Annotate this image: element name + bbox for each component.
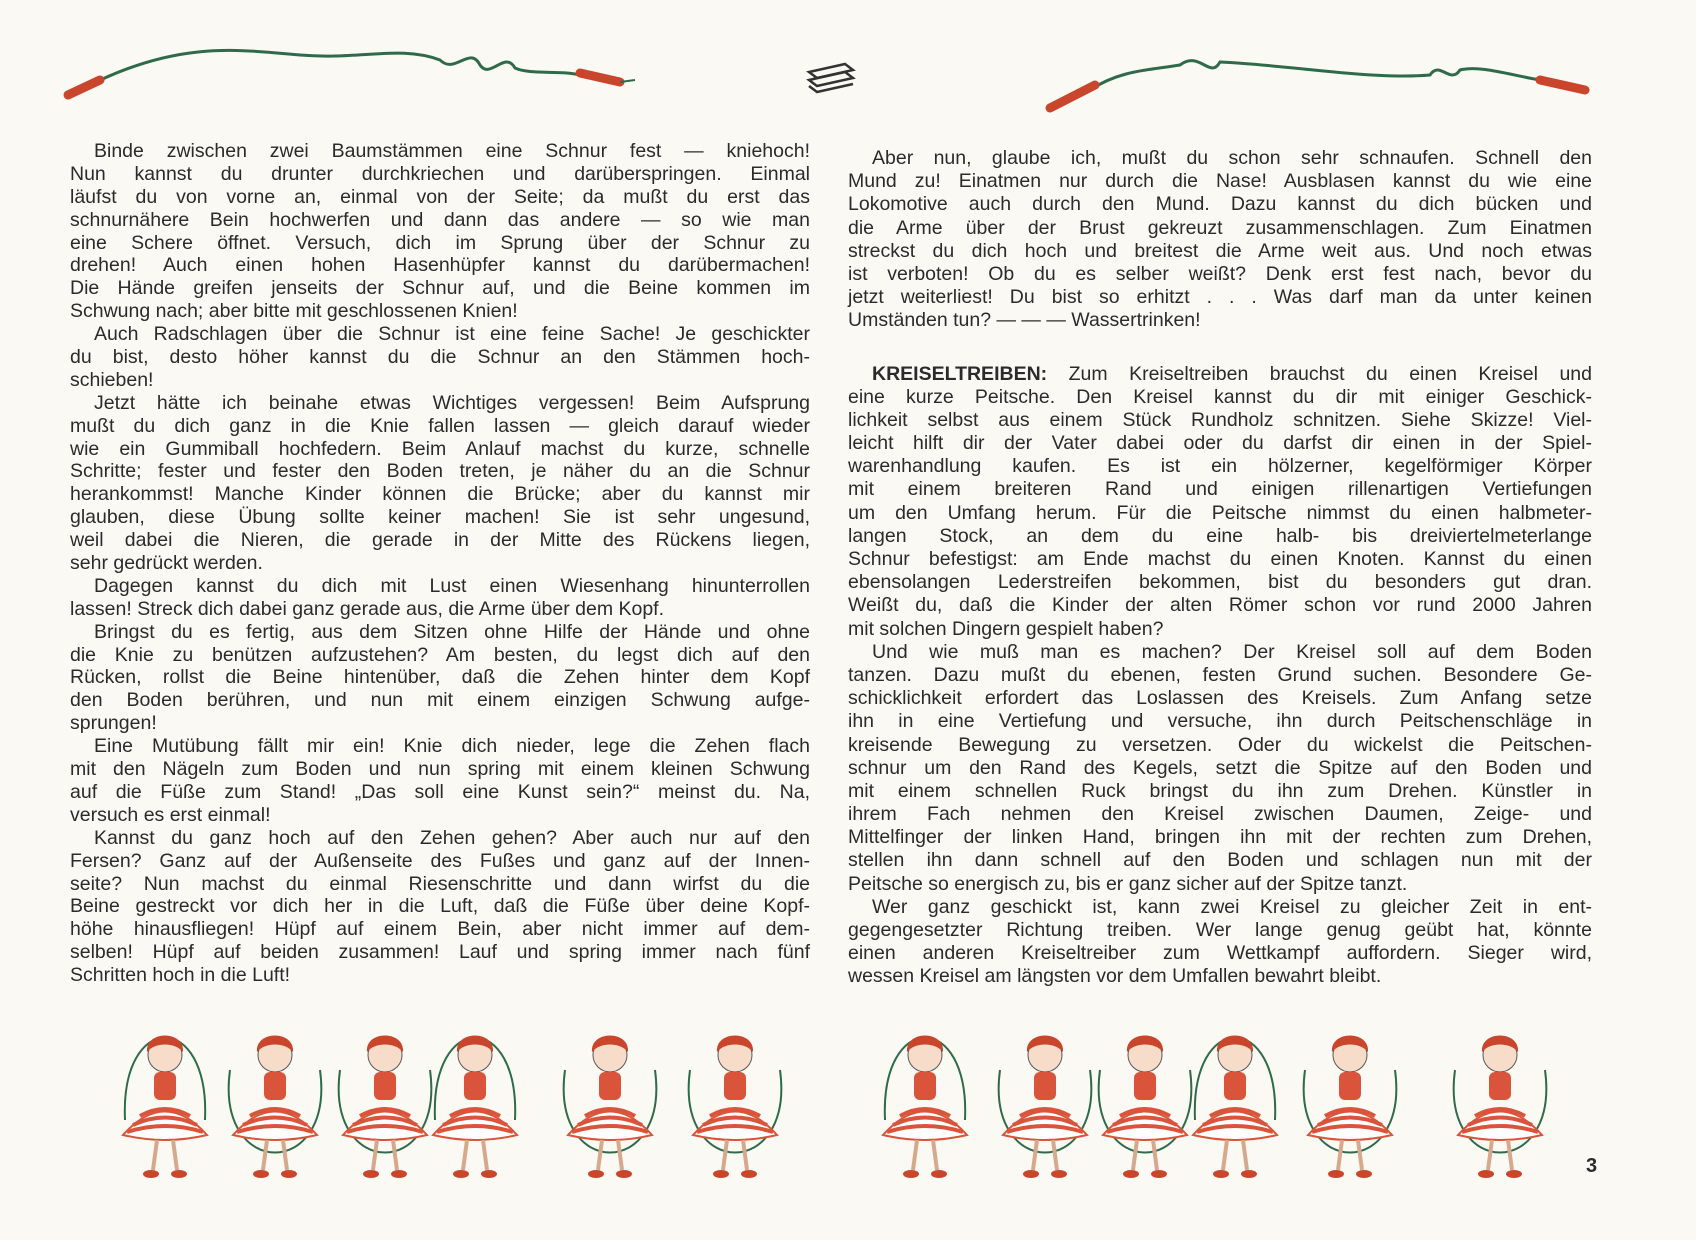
text-line: drehen! Auch einen hohen Hasenhüpfer kannst du darübermachen! [70,254,810,277]
text-line: kreisende Bewegung zu versetzen. Oder du wickelst die Peitschen- [848,733,1592,756]
text-line: schnurnähere Bein hochwerfen und dann das andere — so wie man [70,208,810,231]
paragraph [70,827,810,987]
text-line: herankommst! Manche Kinder können die Brücke; aber du kannst mir [70,483,810,506]
text-line: läufst du von vorne an, einmal von der Seite; da mußt du erst das [70,185,810,208]
text-line: mit den Nägeln zum Boden und nun spring mit einem kleinen Schwung [70,758,810,781]
text-line: Bringst du es fertig, aus dem Sitzen ohne Hilfe der Hände und ohne [94,620,810,643]
paragraph [848,363,1592,641]
skipping-girl-figure [1304,1036,1397,1179]
skipping-girl-figure [1099,1036,1192,1179]
text-line: Umständen tun? — — — Wassertrinken! [848,309,1201,332]
text-line: schieben! [70,368,154,391]
text-line: Die Hände greifen jenseits der Schnur auf, und die Beine kommen im [70,277,810,300]
text-line: die Knie zu benützen aufzustehen? Am besten, du legst dich auf den [70,643,810,666]
text-line: wie ein Gummiball hochfedern. Beim Anlauf machst du kurze, schnelle [70,437,810,460]
text-line: Binde zwischen zwei Baumstämmen eine Schnur fest — kniehoch! [94,140,810,162]
text-line: Kannst du ganz hoch auf den Zehen gehen? Aber auch nur auf den [94,826,810,849]
text-line: Dagegen kannst du dich mit Lust einen Wiesenhang hinunterrollen [94,574,810,597]
section-heading: KREISELTREIBEN: [872,362,1048,385]
text-line: mit einem breiteren Rand und einigen rillenartigen Vertiefungen [848,478,1592,501]
text-line: einen anderen Kreiseltreiber zum Wettkampf auffordern. Sieger wird, [848,942,1592,965]
text-line: höhe hinausfliegen! Hüpf auf einem Bein, aber nicht immer auf dem- [70,918,810,941]
text-line: Peitsche so energisch zu, bis er ganz sicher auf der Spitze tanzt. [848,872,1408,895]
text-line: Auch Radschlagen über die Schnur ist eine feine Sache! Je geschickter [94,323,810,346]
text-line: seite? Nun machst du einmal Riesenschritte und dann wirfst du die [70,872,810,895]
text-line: ihrem Fach nehmen den Kreisel zwischen Daumen, Zeige- und [848,803,1592,826]
text-line: wessen Kreisel am längsten vor dem Umfallen bewahrt bleibt. [848,965,1382,988]
text-line: Jetzt hätte ich beinahe etwas Wichtiges vergessen! Beim Aufsprung [94,391,810,414]
text-line: sehr gedrückt werden. [70,552,263,575]
text-line [848,363,1592,386]
text-line: eine kurze Peitsche. Den Kreisel kannst du dir mit einiger Geschick- [848,385,1592,408]
skipping-girls-illustration [0,1010,1696,1210]
text-line: mit solchen Dingern gespielt haben? [848,617,1164,640]
skipping-girl-figure [1454,1036,1547,1179]
text-line: Lokomotive auch durch den Mund. Dazu kannst du dich bücken und [848,193,1592,216]
text-line: Schnur befestigst: am Ende machst du einen Knoten. Kannst du einen [848,548,1592,570]
skipping-girl-figure [689,1036,782,1179]
text-line: stellen ihn dann schnell auf den Boden und schlagen nun mit der [848,849,1592,872]
left-text-column [70,140,810,987]
page-number: 3 [1586,1155,1598,1177]
text-line: Eine Mutübung fällt mir ein! Knie dich nieder, lege die Zehen flach [94,735,810,758]
text-line: mußt du dich ganz in die Knie fallen lassen — gleich darauf wieder [70,414,810,437]
text-line: Wer ganz geschickt ist, kann zwei Kreisel zu gleicher Zeit in ent- [872,895,1592,918]
text-line: Mund zu! Einatmen nur durch die Nase! Ausblasen kannst du wie eine [848,170,1592,193]
paragraph [70,392,810,575]
text-line: weil dabei die Nieren, die gerade in der Mitte des Rückens liegen, [70,529,810,552]
text-line: leicht hilft dir der Vater dabei oder du darfst dir einen in der Spiel- [848,432,1592,455]
paragraph [848,641,1592,896]
text-line: ist verboten! Ob du es selber weißt? Denk erst fest nach, bevor du [848,262,1592,285]
skipping-girl-figure [883,1036,967,1179]
paragraph-gap [848,333,1592,363]
skipping-girl-figure [339,1036,432,1179]
text-line: schnur um den Rand des Kegels, setzt die Spitze auf den Boden und [848,756,1592,779]
text-line: Schritte; fester und fester den Boden treten, je näher du an die Schnur [70,460,810,483]
text-line: den Boden berühren, und nun mit einem einzigen Schwung aufge- [70,689,810,712]
text-line: um den Umfang herum. Für die Peitsche nimmst du einen halbmeter- [848,501,1592,524]
text-line: Weißt du, daß die Kinder der alten Römer schon vor rund 2000 Jahren [848,594,1592,617]
text-line: streckst du dich hoch und breitest die Arme weit aus. Und noch etwas [848,239,1592,262]
text-line: tanzen. Dazu mußt du ebenen, festen Grund suchen. Besondere Ge- [848,663,1592,686]
text-line: ihn in eine Vertiefung und versuche, ihn durch Peitschenschläge in [848,710,1592,733]
text-line: Und wie muß man es machen? Der Kreisel soll auf dem Boden [872,640,1592,663]
text-line: glauben, diese Übung sollte keiner machen! Sie ist sehr ungesund, [70,506,810,529]
text-line: schicklichkeit erfordert das Loslassen des Kreisels. Zum Anfang setze [848,687,1592,710]
skipping-girl-figure [999,1036,1092,1179]
book-stack-icon [805,58,857,94]
text-line: auf die Füße zum Stand! „Das soll eine Kunst sein?“ meinst du. Na, [70,780,810,803]
text-line: Aber nun, glaube ich, mußt du schon sehr schnaufen. Schnell den [872,147,1592,169]
text-line: mit einem schnellen Ruck bringst du ihn zum Drehen. Künstler in [848,779,1592,802]
text-line: Mittelfinger der linken Hand, bringen ihn mit der rechten zum Drehen, [848,826,1592,849]
paragraph [70,575,810,621]
jump-rope-right-illustration [1040,40,1600,120]
text-line: die Arme über der Brust gekreuzt zusammenschlagen. Zum Einatmen [848,216,1592,239]
text-line: Beine gestreckt vor dich her in die Luft, daß die Füße über deine Kopf- [70,895,810,918]
text-line: gegengesetzter Richtung treiben. Wer lange genug geübt hat, könnte [848,919,1592,941]
text-line: lichkeit selbst aus einem Stück Rundholz schnitzen. Siehe Skizze! Viel- [848,408,1592,431]
paragraph [70,323,810,392]
skipping-girl-figure [229,1036,322,1179]
skipping-girl-figure [433,1036,517,1179]
text-line: langen Stock, an dem du eine halb- bis dreiviertelmeterlange [848,524,1592,547]
text-line: jetzt weiterliest! Du bist so erhitzt . . . Was darf man da unter keinen [848,286,1592,309]
text-line: lassen! Streck dich dabei ganz gerade aus, die Arme über dem Kopf. [70,597,665,620]
text-line: Schwung nach; aber bitte mit geschlossenen Knien! [70,300,518,323]
paragraph [848,147,1592,333]
skipping-girl-figure [564,1036,657,1179]
right-text-column [848,147,1592,989]
text-line: Schritten hoch in die Luft! [70,964,291,987]
paragraph [70,621,810,735]
skipping-girl-figure [1193,1036,1277,1179]
text-line: versuch es erst einmal! [70,803,271,826]
text-line-content: Zum Kreiseltreiben brauchst du einen Kreisel und [1047,362,1592,385]
text-line: Nun kannst du drunter durchkriechen und darüberspringen. Einmal [70,162,810,185]
paragraph [70,140,810,323]
text-line: du bist, desto höher kannst du die Schnur an den Stämmen hoch- [70,346,810,369]
paragraph [848,896,1592,989]
text-line: Fersen? Ganz auf der Außenseite des Fußes und ganz auf der Innen- [70,849,810,872]
skipping-girl-figure [123,1036,207,1179]
text-line: selben! Hüpf auf beiden zusammen! Lauf und spring immer nach fünf [70,941,810,964]
text-line: Rücken, rollst die Beine hintenüber, daß die Zehen hinter dem Kopf [70,666,810,689]
text-line: sprungen! [70,712,157,735]
text-line: ebensolangen Lederstreifen bekommen, bist du besonders gut dran. [848,571,1592,594]
jump-rope-left-illustration [60,30,640,110]
paragraph [70,735,810,827]
text-line: warenhandlung kaufen. Es ist ein hölzerner, kegelförmiger Körper [848,455,1592,478]
text-line: eine Schere öffnet. Versuch, dich im Sprung über der Schnur zu [70,231,810,254]
